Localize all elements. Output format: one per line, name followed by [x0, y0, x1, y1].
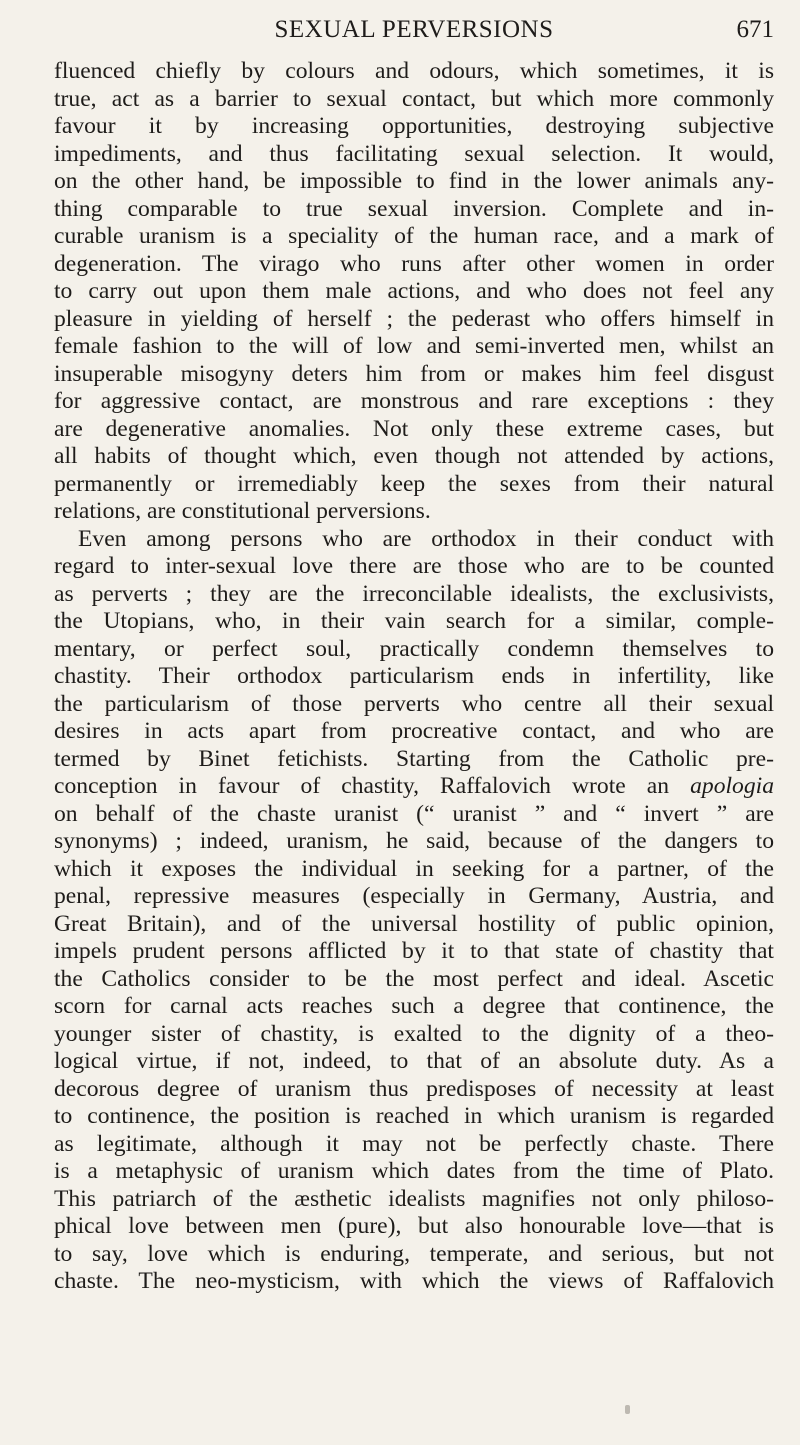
- text-line: favour it by increasing opportunities, destroying subjective: [54, 113, 774, 139]
- text-line: younger sister of chastity, is exalted to the dignity of a theo-: [54, 1020, 774, 1047]
- text-line: pleasure in yielding of herself ; the pederast who offers himself in: [54, 305, 774, 332]
- text-line: female fashion to the will of low and semi-inverted men, whilst an: [54, 333, 774, 359]
- text-line: is a metaphysic of uranism which dates from the time of Plato.: [54, 1158, 774, 1184]
- page-header: [54, 6, 774, 54]
- text-line: permanently or irremediably keep the sexes from their natural: [54, 470, 774, 497]
- text-line: on the other hand, be impossible to find in the lower animals any-: [54, 168, 774, 194]
- ink-blot: [625, 1405, 630, 1414]
- text-line: chaste. The neo-mysticism, with which the views of Raffalovich: [54, 1268, 774, 1294]
- text-line: fluenced chiefly by colours and odours, which sometimes, it is: [54, 58, 774, 84]
- text-line: which it exposes the individual in seeking for a partner, of the: [54, 855, 774, 882]
- text-line: insuperable misogyny deters him from or makes him feel disgust: [54, 360, 774, 387]
- text-line: the Utopians, who, in their vain search for a similar, comple-: [54, 608, 774, 634]
- text-line: degeneration. The virago who runs after other women in order: [54, 250, 774, 277]
- text-line: scorn for carnal acts reaches such a degree that continence, the: [54, 993, 774, 1019]
- text-line: phical love between men (pure), but also honourable love—that is: [54, 1213, 774, 1239]
- text-line: regard to inter-sexual love there are those who are to be counted: [54, 553, 774, 579]
- text-line: on behalf of the chaste uranist (“ uranist ” and “ invert ” are: [54, 800, 774, 827]
- text-line: Great Britain), and of the universal hostility of public opinion,: [54, 910, 774, 937]
- text-line: to carry out upon them male actions, and who does not feel any: [54, 278, 774, 304]
- text-line: to say, love which is enduring, temperate, and serious, but not: [54, 1240, 774, 1267]
- running-title: SEXUAL PERVERSIONS: [274, 16, 554, 43]
- text-line: are degenerative anomalies. Not only these extreme cases, but: [54, 415, 774, 442]
- text-line: impediments, and thus facilitating sexual selection. It would,: [54, 140, 774, 167]
- paragraph-2: [54, 526, 774, 1296]
- text-segment: conception in favour of chastity, Raffalovich wrote an: [54, 773, 670, 799]
- text-line: thing comparable to true sexual inversion. Complete and in-: [54, 195, 774, 222]
- text-line: penal, repressive measures (especially in Germany, Austria, and: [54, 883, 774, 909]
- text-line: desires in acts apart from procreative contact, and who are: [54, 718, 774, 744]
- paragraph-1: [54, 58, 774, 526]
- text-line: the particularism of those perverts who centre all their sexual: [54, 690, 774, 717]
- text-line: mentary, or perfect soul, practically condemn themselves to: [54, 635, 774, 662]
- text-line: curable uranism is a speciality of the human race, and a mark of: [54, 223, 774, 249]
- text-line: This patriarch of the æsthetic idealists magnifies not only philoso-: [54, 1185, 774, 1212]
- text-line: as perverts ; they are the irreconcilable idealists, the exclusivists,: [54, 580, 774, 607]
- text-line: Even among persons who are orthodox in their conduct with: [78, 525, 774, 552]
- text-line: impels prudent persons afflicted by it to that state of chastity that: [54, 938, 774, 964]
- page-number: 671: [736, 16, 774, 43]
- text-line: decorous degree of uranism thus predisposes of necessity at least: [54, 1075, 774, 1102]
- text-line: as legitimate, although it may not be perfectly chaste. There: [54, 1130, 774, 1157]
- text-line: synonyms) ; indeed, uranism, he said, because of the dangers to: [54, 828, 774, 854]
- text-line: the Catholics consider to be the most perfect and ideal. Ascetic: [54, 965, 774, 992]
- text-line: true, act as a barrier to sexual contact, but which more commonly: [54, 85, 774, 112]
- text-line: for aggressive contact, are monstrous and rare exceptions : they: [54, 388, 774, 414]
- text-line: chastity. Their orthodox particularism ends in infertility, like: [54, 663, 774, 689]
- italic-word: apologia: [690, 773, 774, 799]
- text-line-with-italic: [54, 773, 774, 801]
- text-line: all habits of thought which, even though not attended by actions,: [54, 443, 774, 469]
- text-line: logical virtue, if not, indeed, to that of an absolute duty. As a: [54, 1048, 774, 1074]
- text-line: termed by Binet fetichists. Starting from the Catholic pre-: [54, 745, 774, 772]
- body-text: [54, 58, 774, 1296]
- text-line: relations, are constitutional perversions.: [54, 498, 431, 524]
- text-line: to continence, the position is reached in which uranism is regarded: [54, 1103, 774, 1129]
